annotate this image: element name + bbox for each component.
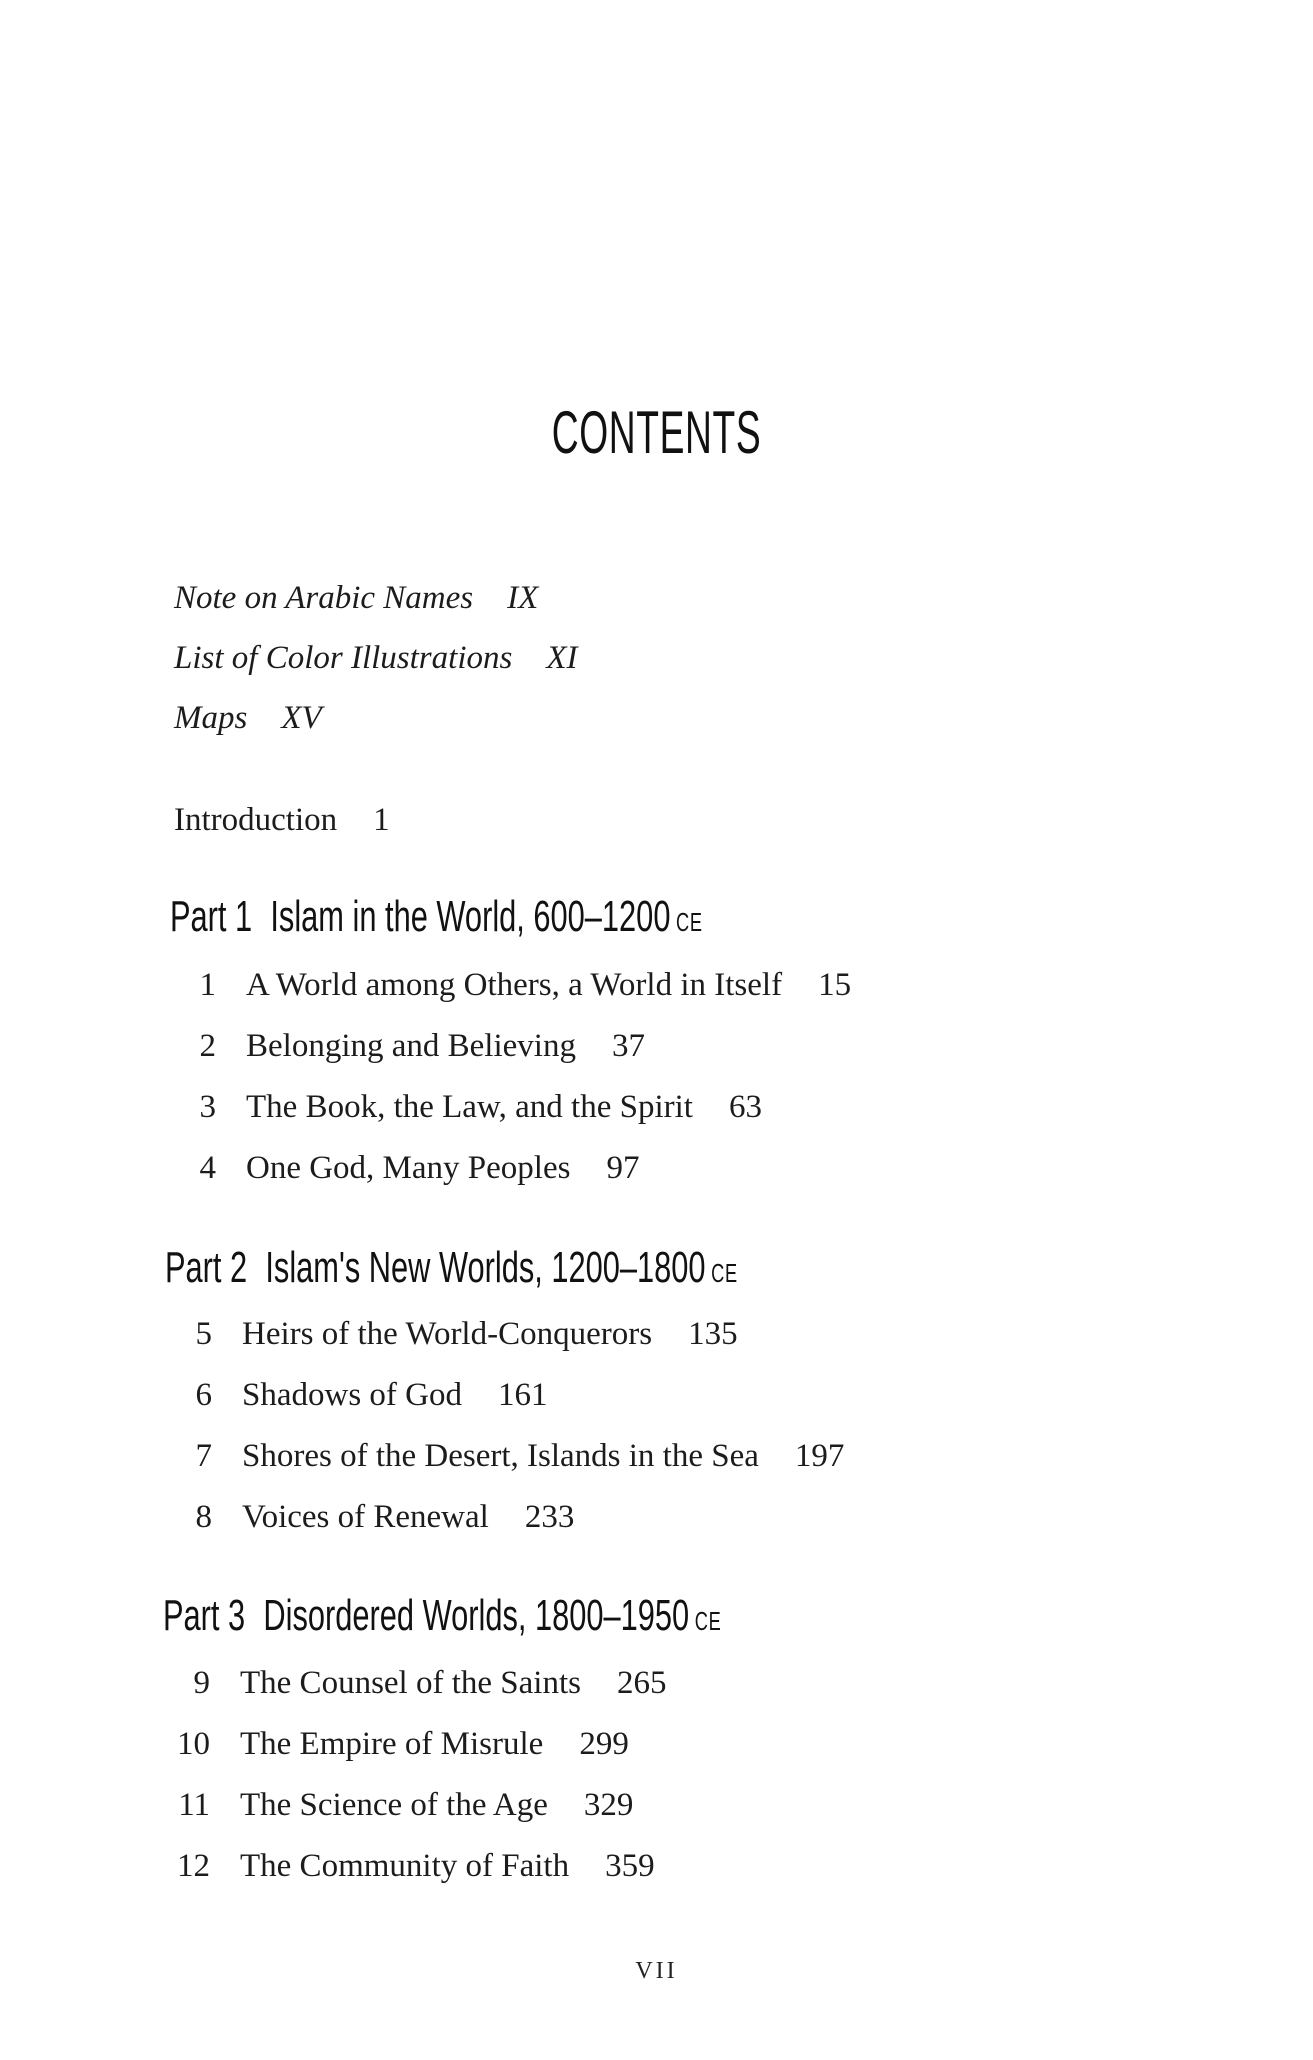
chapter-list <box>170 1653 666 1897</box>
chapter-entry <box>170 1714 666 1775</box>
chapter-entry <box>170 1653 666 1714</box>
front-matter-entry <box>174 568 578 628</box>
chapter-title: The Book, the Law, and the Spirit <box>246 1089 693 1125</box>
chapter-entry <box>172 1487 844 1548</box>
chapter-entry <box>170 1836 666 1897</box>
chapter-title: The Counsel of the Saints <box>240 1665 581 1701</box>
chapter-number: 4 <box>199 1150 216 1186</box>
chapter-page: 37 <box>611 1028 645 1064</box>
part-title: Islam's New Worlds, 1200–1800 <box>265 1243 706 1292</box>
chapter-number: 9 <box>193 1665 210 1701</box>
entry-page: XV <box>281 700 322 736</box>
chapter-entry <box>176 1138 851 1199</box>
entry-title: Introduction <box>174 802 338 838</box>
front-matter-list <box>174 568 578 748</box>
front-matter-entry <box>174 628 578 688</box>
part-heading <box>170 887 703 952</box>
era-label: CE <box>711 1258 738 1288</box>
chapter-number: 6 <box>195 1377 212 1413</box>
chapter-title: One God, Many Peoples <box>246 1150 571 1186</box>
era-label: CE <box>676 907 703 937</box>
chapter-title: A World among Others, a World in Itself <box>246 967 783 1003</box>
chapter-number: 1 <box>199 967 216 1003</box>
part-heading <box>163 1586 721 1651</box>
chapter-page: 359 <box>605 1848 655 1884</box>
front-matter-entry <box>174 688 578 748</box>
chapter-number: 11 <box>178 1787 210 1823</box>
chapter-entry <box>176 1016 851 1077</box>
part-heading <box>165 1238 738 1303</box>
chapter-entry <box>170 1775 666 1836</box>
chapter-entry <box>176 1077 851 1138</box>
chapter-page: 197 <box>794 1438 845 1474</box>
chapter-number: 2 <box>199 1028 216 1064</box>
chapter-page: 233 <box>524 1499 575 1535</box>
chapter-entry <box>172 1304 844 1365</box>
chapter-title: Heirs of the World-Conquerors <box>242 1316 653 1352</box>
chapter-title: Shadows of God <box>242 1377 462 1413</box>
entry-page: 1 <box>373 802 390 838</box>
chapter-page: 329 <box>583 1787 634 1823</box>
chapter-page: 97 <box>606 1150 640 1186</box>
chapter-page: 265 <box>616 1665 667 1701</box>
page-number: VII <box>635 1958 678 1984</box>
part-title: Disordered Worlds, 1800–1950 <box>263 1591 690 1640</box>
part-label: Part 1 <box>170 892 253 941</box>
era-label: CE <box>694 1606 722 1636</box>
introduction-entry <box>174 790 390 850</box>
chapter-title: The Community of Faith <box>240 1848 570 1884</box>
chapter-entry <box>172 1365 844 1426</box>
part-label: Part 3 <box>163 1591 246 1640</box>
chapter-entry <box>176 955 851 1016</box>
chapter-page: 161 <box>498 1377 548 1413</box>
chapter-page: 15 <box>818 967 852 1003</box>
chapter-title: Voices of Renewal <box>242 1499 489 1535</box>
chapter-number: 8 <box>195 1499 212 1535</box>
entry-title: Note on Arabic Names <box>174 580 474 616</box>
chapter-title: The Science of the Age <box>240 1787 548 1823</box>
chapter-page: 135 <box>688 1316 738 1352</box>
chapter-page: 299 <box>579 1726 629 1762</box>
chapter-title: The Empire of Misrule <box>240 1726 544 1762</box>
chapter-page: 63 <box>728 1089 762 1125</box>
chapter-title: Belonging and Believing <box>246 1028 576 1064</box>
chapter-number: 12 <box>177 1848 210 1884</box>
chapter-number: 3 <box>199 1089 216 1125</box>
chapter-entry <box>172 1426 844 1487</box>
entry-title: Maps <box>174 700 248 736</box>
entry-page: XI <box>546 640 578 676</box>
chapter-title: Shores of the Desert, Islands in the Sea <box>242 1438 759 1474</box>
chapter-list <box>176 955 851 1199</box>
chapter-number: 7 <box>195 1438 212 1474</box>
part-label: Part 2 <box>165 1243 248 1292</box>
part-title: Islam in the World, 600–1200 <box>270 892 671 941</box>
entry-title: List of Color Illustrations <box>174 640 513 676</box>
chapter-list <box>172 1304 844 1548</box>
chapter-number: 5 <box>195 1316 212 1352</box>
page-title: CONTENTS <box>551 399 762 466</box>
chapter-number: 10 <box>177 1726 210 1762</box>
entry-page: IX <box>507 580 539 616</box>
